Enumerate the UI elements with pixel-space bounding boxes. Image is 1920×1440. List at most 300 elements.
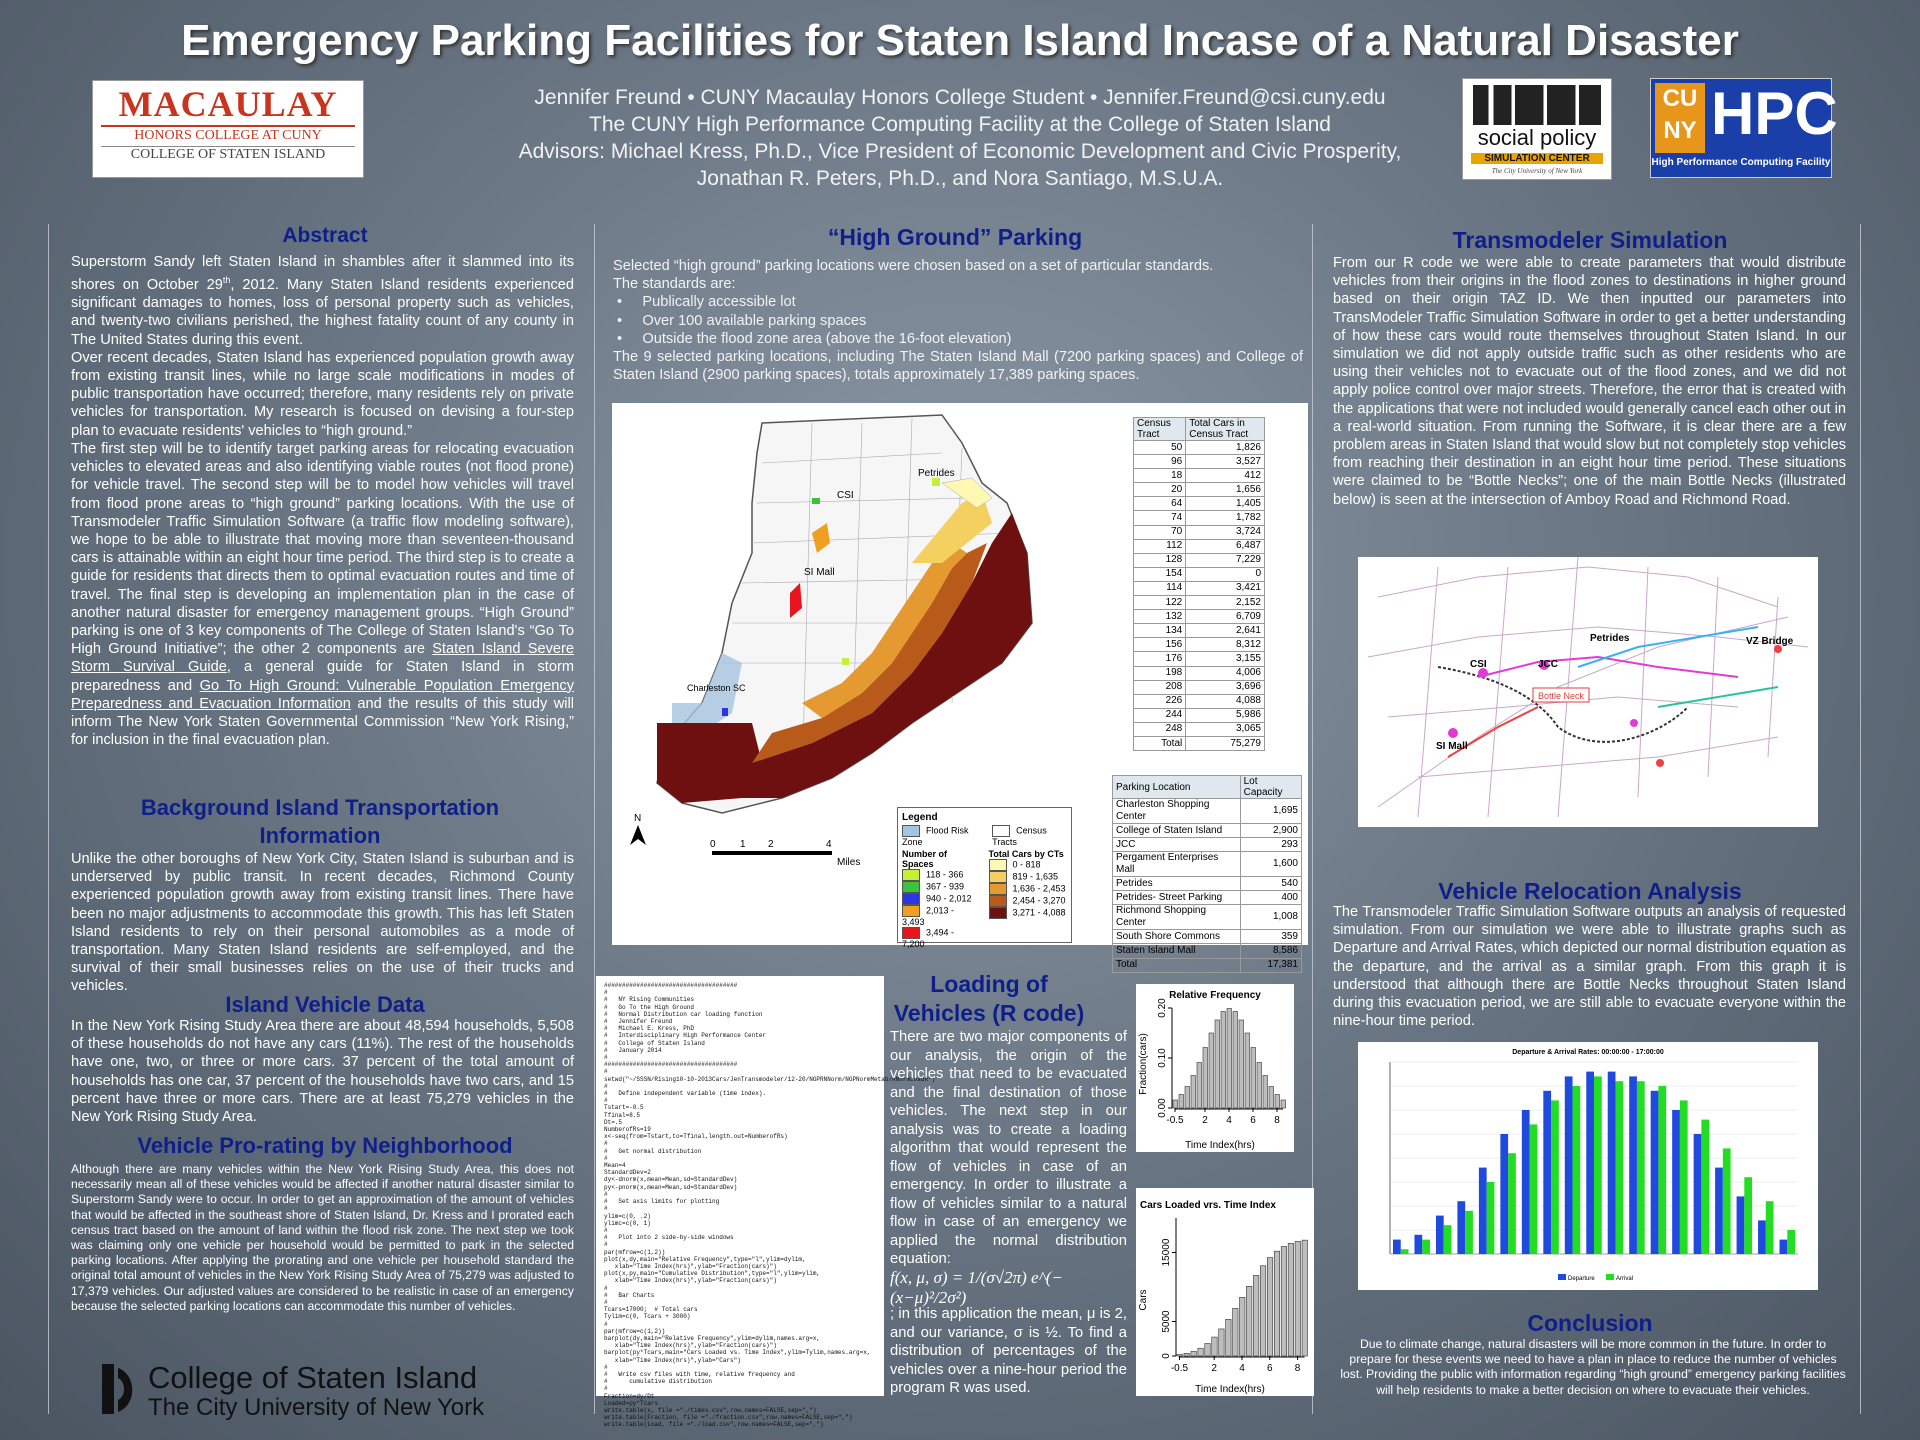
table-cell: 134: [1134, 624, 1186, 638]
chart-bar: [1680, 1100, 1688, 1254]
chart-bar: [1637, 1081, 1645, 1254]
y-tick-label: 5000: [1161, 1310, 1172, 1333]
table-cell: 208: [1134, 680, 1186, 694]
legend-item: [902, 869, 979, 881]
table-total-row: [1113, 958, 1302, 972]
chart-bar: [1479, 1168, 1487, 1254]
table-cell: 412: [1186, 469, 1265, 483]
table-cell: 7,229: [1186, 553, 1265, 567]
legend-title: Legend: [902, 812, 938, 823]
table-cell: 3,155: [1186, 652, 1265, 666]
macaulay-logo-sub: HONORS COLLEGE AT CUNY: [101, 125, 355, 144]
x-tick-label: 4: [1226, 1115, 1232, 1126]
chart-bar: [1209, 1033, 1214, 1108]
table-cell: 5,986: [1186, 708, 1265, 722]
table-header-row: [1113, 776, 1302, 799]
social-policy-logo-name: social policy: [1477, 125, 1597, 150]
table-cell: 18: [1134, 469, 1186, 483]
y-tick-label: 0.20: [1157, 998, 1168, 1018]
table-row: [1134, 596, 1265, 610]
chart-bar: [1275, 1095, 1280, 1109]
legend-row: [902, 825, 1067, 847]
table-row: [1113, 930, 1302, 944]
chart-title: Departure & Arrival Rates: 00:00:00 - 17:00:00: [1512, 1049, 1664, 1056]
column-header: Parking Location: [1113, 776, 1241, 799]
chart-bar: [1281, 1246, 1286, 1356]
departure-arrival-chart: [1358, 1042, 1818, 1290]
macaulay-logo: [92, 80, 364, 178]
table-cell: 3,724: [1186, 525, 1265, 539]
chart-bar: [1715, 1168, 1723, 1254]
flood-swatch: [902, 825, 920, 837]
chart-bar: [1274, 1251, 1279, 1356]
vehicle-data-heading: Island Vehicle Data: [225, 992, 425, 1017]
chart-bar: [1436, 1216, 1444, 1254]
chart-bar: [1212, 1337, 1217, 1356]
chart-title: Cars Loaded vrs. Time Index: [1140, 1200, 1276, 1211]
legend-swatch: [902, 905, 920, 917]
advisors-line-2: Jonathan R. Peters, Ph.D., and Nora Santiago, M.S.U.A.: [696, 167, 1224, 190]
chart-bar: [1393, 1240, 1401, 1254]
legend-swatch: [902, 893, 920, 905]
chart-bar: [1530, 1124, 1538, 1254]
network-label-jcc: JCC: [1538, 659, 1559, 670]
network-label-petrides: Petrides: [1590, 633, 1630, 644]
chart-bar: [1226, 1319, 1231, 1356]
abstract-heading: Abstract: [282, 224, 368, 247]
bottle-neck-label: Bottle Neck: [1537, 691, 1585, 701]
chart-bar: [1260, 1266, 1265, 1356]
csi-logo-cuny: The City University of New York: [148, 1394, 485, 1421]
table-row: [1113, 799, 1302, 824]
table-cell: 74: [1134, 511, 1186, 525]
high-ground-summary: The 9 selected parking locations, including The Staten Island Mall (7200 parking spaces) and College of Staten Island (2900 parking spaces), totals approximately 17,389 parking spaces.: [613, 349, 1303, 384]
abstract-text: [71, 253, 574, 749]
table-cell: 1,008: [1240, 905, 1301, 930]
chart-bar: [1573, 1086, 1581, 1254]
x-tick-label: 8: [1274, 1115, 1280, 1126]
table-row: [1134, 708, 1265, 722]
chart-bar: [1281, 1100, 1286, 1108]
legend-label: 1,636 - 2,453: [1012, 883, 1066, 894]
chart-bar: [1251, 1048, 1256, 1109]
chart-bar: [1179, 1095, 1184, 1109]
table-cell: 75,279: [1186, 736, 1265, 750]
route-node: [1656, 759, 1664, 767]
chart-bar: [1263, 1076, 1268, 1109]
prorating-heading: Vehicle Pro-rating by Neighborhood: [137, 1133, 513, 1158]
chart-title: Relative Frequency: [1169, 990, 1261, 1001]
chart-legend: [1558, 1274, 1633, 1282]
standards-label: The standards are:: [613, 276, 736, 293]
relative-frequency-svg: [1136, 984, 1294, 1152]
chart-bar: [1215, 1020, 1220, 1108]
table-cell: 293: [1240, 838, 1301, 852]
table-cell: 6,487: [1186, 539, 1265, 553]
table-cell: 50: [1134, 441, 1186, 455]
legend-label: 940 - 2,012: [926, 893, 972, 904]
poster-title: Emergency Parking Facilities for Staten Island Incase of a Natural Disaster: [181, 16, 1739, 65]
table-row: [1113, 877, 1302, 891]
table-cell: 248: [1134, 722, 1186, 736]
table-cell: Charleston Shopping Center: [1113, 799, 1241, 824]
table-row: [1134, 497, 1265, 511]
legend-item: [989, 859, 1067, 871]
parking-table-wrap: [1112, 775, 1302, 973]
table-cell: 122: [1134, 596, 1186, 610]
tracts-swatch: [992, 825, 1010, 837]
abstract-p3-end: and the results of this study will inform The New York Staten Governmental Commission “New York Rising,” for inclusion in the final evacuation plan.: [71, 695, 574, 749]
table-row: [1134, 610, 1265, 624]
chart-bar: [1551, 1100, 1559, 1254]
table-row: [1113, 824, 1302, 838]
x-tick-label: 8: [1294, 1363, 1301, 1374]
road-network: [1368, 557, 1808, 817]
tracts-legend: [992, 825, 1067, 847]
chart-bar: [1658, 1086, 1666, 1254]
legend-item: [989, 895, 1067, 907]
chart-bar: [1522, 1110, 1530, 1254]
chart-bar: [1267, 1258, 1272, 1356]
chart-bar: [1615, 1081, 1623, 1254]
high-ground-heading: “High Ground” Parking: [827, 224, 1083, 250]
x-tick-label: 2: [1211, 1363, 1217, 1374]
relocation-heading: Vehicle Relocation Analysis: [1438, 878, 1742, 904]
table-cell: Total: [1113, 958, 1241, 972]
legend-swatch: [989, 907, 1007, 919]
map-label-csi: CSI: [837, 490, 854, 501]
chart-bar: [1173, 1100, 1178, 1108]
scale-bar: [712, 851, 832, 855]
chart-bar: [1219, 1329, 1224, 1356]
author-line: Jennifer Freund • CUNY Macaulay Honors College Student • Jennifer.Freund@csi.cuny.edu: [534, 86, 1386, 109]
standard-label: Over 100 available parking spaces: [642, 312, 867, 329]
hpc-logo: [1650, 78, 1838, 178]
x-tick-label: 2: [1202, 1115, 1208, 1126]
table-cell: 112: [1134, 539, 1186, 553]
scale-label: 0: [710, 839, 716, 850]
chart-bar: [1543, 1091, 1551, 1254]
network-label-simall: SI Mall: [1436, 741, 1468, 752]
social-policy-logo: [1462, 78, 1612, 180]
flood-label: Flood Risk Zone: [902, 825, 969, 847]
chart-bar: [1245, 1033, 1250, 1108]
chart-bar: [1672, 1110, 1680, 1254]
loading-text: There are two major components of our analysis, the origin of the vehicles that need to be evacuated and the final destination of those vehicles. The next step in our analysis was to create a loading algorithm that would represent the flow of vehicles in case of an emergency. In order to illustrate a flow of vehicles similar to a natural flow in case of an emergency we applied the normal distribution equation:: [890, 1029, 1127, 1267]
table-cell: South Shore Commons: [1113, 930, 1241, 944]
table-cell: 114: [1134, 581, 1186, 595]
scale-label: 2: [768, 839, 774, 850]
network-graphic: [1358, 557, 1818, 827]
table-cell: 0: [1186, 567, 1265, 581]
chart-bar: [1651, 1091, 1659, 1254]
legend-columns: [902, 849, 1067, 949]
abstract-p1-end: , 2012. Many Staten Island residents experienced significant damages to homes, loss of personal property such as vehicles, and twenty-two civilians perished, the highest fatality count of any county in The United States during this event.: [71, 277, 574, 348]
hpc-logo-cuny: CU NY: [1655, 83, 1705, 153]
macaulay-logo-college: COLLEGE OF STATEN ISLAND: [101, 146, 355, 163]
legend-item: [902, 927, 979, 949]
csi-logo-name: College of Staten Island: [148, 1360, 478, 1395]
y-tick-label: 0.00: [1157, 1098, 1168, 1118]
cars-legend-heading: Total Cars by CTs: [988, 849, 1064, 859]
legend-label: 118 - 366: [926, 869, 964, 880]
table-row: [1134, 511, 1265, 525]
table-row: [1134, 483, 1265, 497]
prorating-text: Although there are many vehicles within the New York Rising Study Area, this does not necessarily mean all of these vehicles would be affected if another natural disaster similar to Superstorm Sandy were to occur. In order to get an approximation of the amount of vehicles that would be affected in the southeast shore of Staten Island, Dr. Kress and I prorated each census tract based on the amount of land within the flood risk zone. The next step we took was claiming only one vehicle per household would be permitted to park in the selected parking locations. After applying the prorating and one vehicle per household standard the original total amount of vehicles in the New York Rising Study Area of 75,279 was adjusted to 17,379 vehicles. Our adjusted values are considered to be realistic in case of an emergency because the selected parking locations can accommodate this number of vehicles.: [71, 1162, 574, 1313]
table-cell: College of Staten Island: [1113, 824, 1241, 838]
table-cell: 540: [1240, 877, 1301, 891]
chart-bar: [1694, 1134, 1702, 1254]
relative-frequency-chart: [1136, 984, 1294, 1152]
table-cell: 2,641: [1186, 624, 1265, 638]
y-axis-label: Cars: [1138, 1289, 1149, 1311]
chart-bar: [1465, 1211, 1473, 1254]
legend-swatch: [989, 871, 1007, 883]
north-label: N: [634, 813, 642, 824]
table-row: [1134, 553, 1265, 567]
x-tick-label: -0.5: [1170, 1363, 1189, 1374]
chart-bar: [1198, 1348, 1203, 1356]
column-header: Lot Capacity: [1240, 776, 1301, 799]
table-cell: 156: [1134, 638, 1186, 652]
table-cell: 8,586: [1240, 944, 1301, 958]
conclusion-text: Due to climate change, natural disasters will be more common in the future. In order to prepare for these events we need to have a plan in place to reduce the number of vehicles lost. Providing the public with information regarding “high ground” emergency parking facilities will help residents to make a better decision on where to evacuate their vehicles.: [1340, 1337, 1846, 1397]
abstract-sup: th: [222, 275, 231, 286]
high-ground-link[interactable]: Go To High Ground: Vulnerable Population Emergency Preparedness and Evacuation Information: [71, 677, 574, 712]
cars-legend: [989, 849, 1067, 949]
chart-bar: [1565, 1076, 1573, 1254]
hpc-logo-sub: High Performance Computing Facility: [1651, 157, 1831, 168]
transmodeler-network-map: [1358, 557, 1818, 827]
table-cell: 400: [1240, 891, 1301, 905]
y-tick-label: 0: [1161, 1353, 1172, 1359]
chart-bar: [1723, 1148, 1731, 1254]
table-cell: JCC: [1113, 838, 1241, 852]
table-cell: 3,696: [1186, 680, 1265, 694]
transmodeler-text: From our R code we were able to create parameters that would distribute vehicles from their origins in the flood zones to destinations in higher ground based on their origin TAZ ID. We then inputted our parameters into TransModeler Traffic Simulation Software in order to get a better understanding of how these cars would route themselves throughout Staten Island. In our simulation we did not apply outside traffic such as other residents who are using their vehicles not to evacuate out of the flood zones, and we did not apply police control over major streets. Therefore, the error that is created with the applications that were not included would generally cancel each other out in a real-world situation. From running the Software, it is clear there are a few problem areas in Staten Island that would slow but not completely stop vehicles from reaching their destination in an eight hour time period. These situations were claimed to be “Bottle Necks”; one of the main Bottle Necks (illustrated below) is seen at the intersection of Amboy Road and Richmond Road.: [1333, 255, 1846, 508]
table-cell: Richmond Shopping Center: [1113, 905, 1241, 930]
chart-bar: [1240, 1297, 1245, 1356]
chart-bar: [1487, 1182, 1495, 1254]
legend-label: Departure: [1568, 1276, 1595, 1282]
x-tick-label: 6: [1267, 1363, 1273, 1374]
chart-bar: [1253, 1275, 1258, 1356]
table-cell: 70: [1134, 525, 1186, 539]
table-row: [1134, 652, 1265, 666]
y-axis-label: Fraction(cars): [1138, 1033, 1149, 1095]
chart-bar: [1780, 1240, 1788, 1254]
legend-label: 3,494 - 7,200: [902, 927, 955, 949]
chart-bar: [1701, 1120, 1709, 1254]
legend-item: [902, 905, 979, 927]
network-label-csi: CSI: [1470, 659, 1487, 670]
legend-item: [989, 883, 1067, 895]
chart-bar: [1177, 1355, 1182, 1356]
chart-bar: [1203, 1048, 1208, 1109]
lot-marker: [812, 498, 820, 504]
normal-formula: f(x, μ, σ) = 1/(σ√2π) e^(−(x−μ)²/2σ²): [890, 1268, 1063, 1307]
table-cell: 8,312: [1186, 638, 1265, 652]
legend-item: [902, 881, 979, 893]
chart-bar: [1508, 1153, 1516, 1254]
chart-bar: [1205, 1344, 1210, 1356]
table-cell: 3,421: [1186, 581, 1265, 595]
table-cell: 154: [1134, 567, 1186, 581]
abstract-p3: The first step will be to identify target parking areas for relocating evacuation vehicles to elevated areas and also identifying viable routes (not flood prone) for vehicle travel. The second step will be to model how vehicles will travel from flood prone areas to “high ground” parking locations. With the use of Transmodeler Traffic Simulation Software (a traffic flow modeling software), we hope to be able to illustrate that moving more than seventeen-thousand cars is attainable within an eight hour time period. The third step is to create a guide for residents that directs them to optimal evacuation routes and time of travel. The final step is developing an implementation plan in the case of another natural disaster for emergency management groups. “High Ground” parking is one of 3 key components of The College of Staten Island's “Go To High Ground Initiative”; the other 2 components are: [71, 440, 574, 658]
table-row: [1134, 539, 1265, 553]
table-cell: 64: [1134, 497, 1186, 511]
table-cell: 2,900: [1240, 824, 1301, 838]
legend-swatch: [989, 883, 1007, 895]
column-header: Total Cars in Census Tract: [1186, 418, 1265, 441]
table-cell: 226: [1134, 694, 1186, 708]
table-row: [1134, 638, 1265, 652]
table-row: [1113, 852, 1302, 877]
table-cell: Staten Island Mall: [1113, 944, 1241, 958]
table-cell: 1,600: [1240, 852, 1301, 877]
chart-bar: [1257, 1063, 1262, 1109]
loading-heading: Loading of Vehicles (R code): [893, 971, 1085, 1026]
map-label-charleston: Charleston SC: [687, 683, 746, 693]
table-cell: 176: [1134, 652, 1186, 666]
chart-bar: [1184, 1353, 1189, 1356]
table-cell: Petrides- Street Parking: [1113, 891, 1241, 905]
legend-label: 2,454 - 3,270: [1012, 895, 1066, 906]
x-tick-label: 6: [1250, 1115, 1256, 1126]
table-cell: Petrides: [1113, 877, 1241, 891]
transmodeler-heading: Transmodeler Simulation: [1452, 227, 1728, 253]
legend-label: Arrival: [1616, 1276, 1634, 1282]
lot-marker: [932, 478, 940, 486]
table-cell: 128: [1134, 553, 1186, 567]
table-row: [1134, 666, 1265, 680]
r-code-block: ##################################### # # NY Rising Communities # Go To the High Ground # Normal Distribution car loading function # Jennifer Freund # Michael E. Kress, PhD # Interdisciplinary High Performance Center # College of Staten Island # January 2014 # ##################################### # setwd("~/SSSN/Rising10-10-2013Cars/JenTransmodeler/12-20/NGPRNNorm/NGPNormMetab/RNormLoadR") # # Define independent variable (time index). # Tstart=-0.5 Tfinal=8.5 Dt=.5 NumberofRs=19 x<-seq(from=Tstart,to=Tfinal,length.out=NumberofRs) # # Get normal distribution # Mean=4 StandardDev=2 dy<-dnorm(x,mean=Mean,sd=StandardDev) py<-pnorm(x,mean=Mean,sd=StandardDev) # # Set axis limits for plotting # ylim=c(0, .2) ylimc=c(0, 1) # # Plot into 2 side-by-side windows # par(mfrow=c(1,2)) plot(x,dy,main="Relative Frequency",type="l",ylim=dylim, xlab="Time Index(hrs)",ylab="Fraction(cars)") plot(x,py,main="Cumulative Distribution",type="l",ylim=ylim, xlab="Time Index(hrs)",ylab="Fraction(cars)") # # Bar Charts # Tcars=17000; # Total cars Tylim=c(0, Tcars + 3000) # par(mfrow=c(1,2)) barplot(dy,main="Relative Frequency",ylim=dylim,names.arg=x, xlab="Time Index(hrs)",ylab="Fraction(cars)") barplot(py*Tcars,main="Cars Loaded vs. Time Index",ylim=Tylim,names.arg=x, xlab="Time Index(hrs)",ylab="Cars") # # Write csv files with time, relative frequency and # cumulative distribution # Fraction=dy/Dt Loaded=py*Tcars write.table(x, file ="./times.csv",row.names=FALSE,sep=",") write.table(Fraction, file ="./fraction.csv",row.names=FALSE,sep=",") write.table(Load, file ="./load.csv",row.names=FALSE,sep=","): [596, 976, 884, 1396]
table-cell: 198: [1134, 666, 1186, 680]
table-cell: 1,826: [1186, 441, 1265, 455]
census-table-wrap: [1133, 417, 1265, 751]
census-table: [1133, 417, 1265, 751]
chart-bar: [1422, 1240, 1430, 1254]
legend-label: 367 - 939: [926, 881, 965, 892]
cars-loaded-svg: [1136, 1188, 1314, 1396]
table-cell: 20: [1134, 483, 1186, 497]
standard-item: • Over 100 available parking spaces: [617, 312, 867, 329]
chart-bar: [1787, 1230, 1795, 1254]
table-row: [1134, 694, 1265, 708]
legend-label: 2,013 - 3,493: [902, 905, 955, 927]
legend-swatch: [1606, 1274, 1614, 1280]
table-cell: 359: [1240, 930, 1301, 944]
x-tick-label: 4: [1239, 1363, 1245, 1374]
x-tick-label: -0.5: [1166, 1115, 1184, 1126]
table-cell: 4,006: [1186, 666, 1265, 680]
table-cell: 1,656: [1186, 483, 1265, 497]
chart-bar: [1233, 1012, 1238, 1109]
legend-swatch: [1558, 1274, 1566, 1280]
lot-marker: [722, 708, 728, 716]
parking-table: [1112, 775, 1302, 973]
table-cell: 132: [1134, 610, 1186, 624]
background-heading: Background Island Transportation Information: [140, 795, 500, 848]
network-label-vz: VZ Bridge: [1746, 636, 1794, 647]
advisors-line: Advisors: Michael Kress, Ph.D., Vice President of Economic Development and Civic Prosperity,: [518, 140, 1402, 163]
table-row: [1134, 680, 1265, 694]
table-cell: 1,782: [1186, 511, 1265, 525]
chart-bar: [1737, 1196, 1745, 1254]
abstract-p3-mid: , a general guide for Staten Island in storm preparedness and: [71, 659, 574, 694]
departure-arrival-svg: [1358, 1042, 1818, 1290]
csi-emblem-icon: [96, 1360, 142, 1418]
chart-bar: [1302, 1240, 1307, 1356]
chart-bar: [1227, 1009, 1232, 1109]
flood-legend: [902, 825, 984, 847]
vehicle-data-text: In the New York Rising Study Area there are about 48,594 households, 5,508 of these households do not have any cars (11%). The rest of the households have one, two, or three or more cars. 37 percent of the total amount of households has one car, 37 percent of the households have two cars, and 15 percent have three or more cars. There are at least 75,279 vehicles in the New York Rising Study Area.: [71, 1018, 574, 1126]
legend-swatch: [989, 859, 1007, 871]
chart-bar: [1594, 1076, 1602, 1254]
chart-bar: [1197, 1063, 1202, 1109]
legend-swatch: [989, 895, 1007, 907]
background-text: Unlike the other boroughs of New York City, Staten Island is suburban and is underserved by public transit. In recent decades, Richmond County experienced population growth away from existing transit lines. There have been no major adjustments to accommodate this growth. This has left Staten Island residents to rely on their personal automobiles as a mode of transportation. Many Staten Island residents are self-employed, and the survival of their small businesses relies on the use of their trucks and vehicles.: [71, 851, 574, 995]
chart-bar: [1629, 1076, 1637, 1254]
legend-label: 0 - 818: [1012, 859, 1041, 870]
map-legend: [897, 807, 1072, 949]
legend-label: 819 - 1,635: [1012, 871, 1059, 882]
table-row: [1134, 624, 1265, 638]
table-cell: 3,527: [1186, 455, 1265, 469]
x-axis-label: Time Index(hrs): [1195, 1384, 1265, 1395]
table-row: [1134, 567, 1265, 581]
table-row: [1113, 838, 1302, 852]
table-cell: Total: [1134, 736, 1186, 750]
column-divider: [1860, 224, 1861, 1414]
table-cell: Pergament Enterprises Mall: [1113, 852, 1241, 877]
high-ground-intro: Selected “high ground” parking locations were chosen based on a set of particular standards.: [613, 258, 1214, 274]
legend-swatch: [902, 869, 920, 881]
chart-bar: [1288, 1243, 1293, 1356]
table-row: [1134, 455, 1265, 469]
chart-bar: [1233, 1308, 1238, 1356]
scale-unit: Miles: [837, 857, 861, 868]
loading-text-2: ; in this application the mean, μ is 2, and our variance, σ is ½. To find a distribution of percentages of the vehicles over a nine-hour period the program R was used.: [890, 1306, 1127, 1396]
spaces-legend: [902, 849, 979, 949]
map-label-petrides: Petrides: [918, 468, 955, 479]
spaces-legend-heading: Number of Spaces: [902, 849, 947, 869]
chart-bar: [1444, 1225, 1452, 1254]
table-cell: 17,381: [1240, 958, 1301, 972]
standard-item: • Outside the flood zone area (above the 16-foot elevation): [617, 330, 1012, 347]
table-cell: 1,695: [1240, 799, 1301, 824]
route-node: [1630, 719, 1638, 727]
lot-marker: [842, 658, 849, 665]
abstract-p1: Superstorm Sandy left Staten Island in shambles after it slammed into its shores on October 29: [71, 254, 574, 294]
staten-island-map: [612, 403, 1308, 971]
high-ground-text: [613, 257, 1303, 384]
scale-label: 4: [826, 839, 832, 850]
scale-label: 1: [740, 839, 746, 850]
chart-bar: [1221, 1012, 1226, 1109]
facility-line: The CUNY High Performance Computing Facility at the College of Staten Island: [589, 113, 1331, 136]
table-row: [1134, 441, 1265, 455]
table-cell: 2,152: [1186, 596, 1265, 610]
chart-bar: [1246, 1286, 1251, 1356]
chart-bar: [1608, 1072, 1616, 1254]
tracts-label: Census Tracts: [992, 825, 1047, 847]
cars-loaded-chart: [1136, 1188, 1314, 1396]
column-header: Census Tract: [1134, 418, 1186, 441]
legend-item: [902, 893, 979, 905]
survival-guide-link[interactable]: Staten Island Severe Storm Survival Guide: [71, 641, 575, 676]
table-cell: 3,065: [1186, 722, 1265, 736]
